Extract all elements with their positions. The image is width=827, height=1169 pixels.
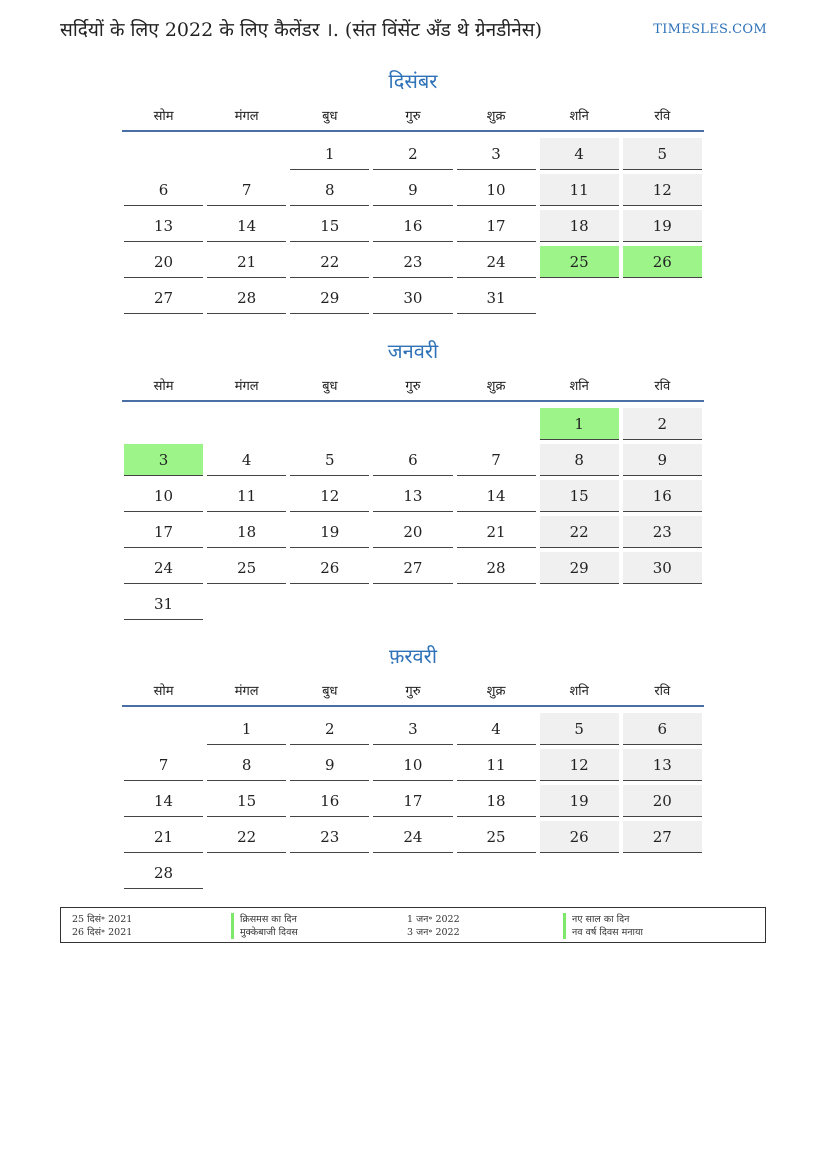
empty-day-cell — [538, 855, 621, 891]
day-number — [540, 857, 619, 889]
day-cell[interactable] — [122, 747, 205, 783]
day-cell[interactable] — [122, 172, 205, 208]
weekday-label: सोम — [153, 109, 174, 124]
empty-day-cell — [205, 586, 288, 622]
day-cell[interactable] — [621, 747, 704, 783]
month-grid — [122, 132, 704, 316]
empty-day-cell — [455, 586, 538, 622]
legend-holiday-name: नव वर्ष दिवस मनाया — [563, 926, 643, 939]
day-cell[interactable] — [288, 550, 371, 586]
day-number: 19 — [623, 210, 702, 242]
day-number: 3 — [124, 444, 203, 476]
day-cell[interactable] — [371, 208, 454, 244]
empty-day-cell — [371, 855, 454, 891]
weekday-label: शुक्र — [486, 684, 506, 699]
day-number — [373, 408, 452, 440]
day-cell[interactable] — [371, 136, 454, 172]
day-number — [457, 857, 536, 889]
week-row — [122, 711, 704, 747]
day-number: 18 — [540, 210, 619, 242]
day-number: 15 — [540, 480, 619, 512]
day-cell[interactable] — [205, 747, 288, 783]
day-cell[interactable] — [538, 172, 621, 208]
day-cell[interactable] — [122, 514, 205, 550]
day-number: 8 — [540, 444, 619, 476]
day-number: 1 — [207, 713, 286, 745]
day-cell[interactable] — [621, 819, 704, 855]
weekday-label: शुक्र — [486, 109, 506, 124]
day-number: 8 — [207, 749, 286, 781]
day-number: 31 — [457, 282, 536, 314]
day-number: 20 — [373, 516, 452, 548]
day-cell[interactable] — [122, 208, 205, 244]
weekday-label: बुध — [322, 109, 338, 124]
day-number: 13 — [373, 480, 452, 512]
day-cell[interactable] — [122, 819, 205, 855]
legend-holiday-name: क्रिसमस का दिन — [231, 913, 297, 926]
day-cell[interactable] — [538, 783, 621, 819]
day-number: 31 — [124, 588, 203, 620]
day-cell[interactable] — [455, 819, 538, 855]
day-number: 30 — [623, 552, 702, 584]
weekday-label: सोम — [153, 379, 174, 394]
day-number: 1 — [290, 138, 369, 170]
day-cell[interactable] — [371, 244, 454, 280]
legend-holiday-name: मुक्केबाजी दिवस — [231, 926, 298, 939]
week-row — [122, 550, 704, 586]
day-number: 30 — [373, 282, 452, 314]
day-cell[interactable] — [205, 819, 288, 855]
day-number: 27 — [373, 552, 452, 584]
week-row — [122, 208, 704, 244]
empty-day-cell — [122, 711, 205, 747]
day-number: 19 — [540, 785, 619, 817]
day-number: 16 — [623, 480, 702, 512]
day-cell[interactable] — [371, 747, 454, 783]
week-row — [122, 747, 704, 783]
empty-day-cell — [621, 280, 704, 316]
day-cell[interactable] — [621, 711, 704, 747]
weekday-label: बुध — [322, 684, 338, 699]
day-number: 28 — [207, 282, 286, 314]
day-number: 7 — [124, 749, 203, 781]
day-number — [124, 408, 203, 440]
day-cell[interactable] — [122, 855, 205, 891]
day-number: 9 — [290, 749, 369, 781]
weekday-label: गुरु — [405, 109, 421, 124]
day-cell[interactable] — [371, 442, 454, 478]
day-number — [290, 588, 369, 620]
day-number: 17 — [124, 516, 203, 548]
day-cell[interactable] — [621, 442, 704, 478]
day-number: 21 — [457, 516, 536, 548]
day-cell[interactable] — [122, 586, 205, 622]
day-cell[interactable] — [288, 244, 371, 280]
day-cell[interactable] — [538, 478, 621, 514]
day-number: 15 — [207, 785, 286, 817]
day-number: 9 — [623, 444, 702, 476]
empty-day-cell — [371, 586, 454, 622]
day-number: 19 — [290, 516, 369, 548]
day-cell[interactable] — [288, 442, 371, 478]
empty-day-cell — [288, 855, 371, 891]
day-cell[interactable] — [455, 514, 538, 550]
day-number: 22 — [540, 516, 619, 548]
day-cell[interactable] — [455, 550, 538, 586]
day-number: 12 — [623, 174, 702, 206]
week-row — [122, 406, 704, 442]
day-number: 6 — [124, 174, 203, 206]
day-cell[interactable] — [538, 208, 621, 244]
day-number: 16 — [290, 785, 369, 817]
day-number — [207, 857, 286, 889]
day-number: 28 — [124, 857, 203, 889]
day-cell[interactable] — [205, 172, 288, 208]
day-cell[interactable] — [122, 280, 205, 316]
day-cell[interactable] — [371, 280, 454, 316]
weekday-label: गुरु — [405, 684, 421, 699]
holiday-day-cell[interactable] — [122, 442, 205, 478]
day-cell[interactable] — [288, 280, 371, 316]
day-number: 1 — [540, 408, 619, 440]
day-cell[interactable] — [371, 514, 454, 550]
day-number: 5 — [623, 138, 702, 170]
day-cell[interactable] — [455, 783, 538, 819]
empty-day-cell — [538, 280, 621, 316]
month-calendar — [122, 336, 704, 622]
day-number: 13 — [124, 210, 203, 242]
day-number — [623, 282, 702, 314]
day-cell[interactable] — [621, 172, 704, 208]
day-number: 10 — [457, 174, 536, 206]
day-cell[interactable] — [288, 514, 371, 550]
day-cell[interactable] — [538, 747, 621, 783]
day-cell[interactable] — [538, 550, 621, 586]
day-cell[interactable] — [288, 747, 371, 783]
day-number — [207, 138, 286, 170]
weekday-label: मंगल — [234, 109, 259, 124]
day-cell[interactable] — [288, 208, 371, 244]
day-cell[interactable] — [205, 711, 288, 747]
day-cell[interactable] — [455, 711, 538, 747]
page-title: सर्दियों के लिए 2022 के लिए कैलेंडर ।. (संत विंसेंट अँड थे ग्रेनडीनेस) — [60, 19, 543, 41]
empty-day-cell — [122, 406, 205, 442]
day-number: 17 — [373, 785, 452, 817]
brand-logo-text[interactable]: TIMESLES.COM — [653, 22, 767, 37]
day-cell[interactable] — [205, 244, 288, 280]
day-number: 2 — [373, 138, 452, 170]
day-number: 12 — [540, 749, 619, 781]
day-cell[interactable] — [455, 208, 538, 244]
month-title: जनवरी — [387, 339, 439, 363]
weekday-header — [122, 96, 704, 132]
day-number: 4 — [540, 138, 619, 170]
day-number: 27 — [124, 282, 203, 314]
day-cell[interactable] — [538, 711, 621, 747]
week-row — [122, 586, 704, 622]
day-number: 7 — [457, 444, 536, 476]
day-number — [124, 138, 203, 170]
legend-row — [61, 926, 765, 939]
day-number: 27 — [623, 821, 702, 853]
weekday-label: रवि — [654, 379, 671, 394]
day-cell[interactable] — [371, 550, 454, 586]
weekday-label: शनि — [569, 379, 589, 394]
day-number — [457, 588, 536, 620]
day-number: 26 — [540, 821, 619, 853]
weekday-label: बुध — [322, 379, 338, 394]
day-cell[interactable] — [371, 478, 454, 514]
week-row — [122, 136, 704, 172]
week-row — [122, 478, 704, 514]
day-cell[interactable] — [621, 783, 704, 819]
day-number — [124, 713, 203, 745]
day-number: 26 — [290, 552, 369, 584]
weekday-label: शुक्र — [486, 379, 506, 394]
legend-date: 25 दिसं॰ 2021 — [72, 914, 133, 925]
day-number — [290, 857, 369, 889]
weekday-label: शनि — [569, 684, 589, 699]
day-cell[interactable] — [621, 208, 704, 244]
empty-day-cell — [122, 136, 205, 172]
day-number — [540, 282, 619, 314]
day-cell[interactable] — [288, 819, 371, 855]
week-row — [122, 280, 704, 316]
month-title: फ़रवरी — [388, 644, 438, 668]
day-cell[interactable] — [371, 172, 454, 208]
day-number: 7 — [207, 174, 286, 206]
week-row — [122, 819, 704, 855]
day-number: 6 — [623, 713, 702, 745]
empty-day-cell — [205, 406, 288, 442]
weekday-label: रवि — [654, 109, 671, 124]
weekday-label: गुरु — [405, 379, 421, 394]
day-cell[interactable] — [205, 442, 288, 478]
week-row — [122, 514, 704, 550]
holiday-day-cell[interactable] — [621, 244, 704, 280]
day-cell[interactable] — [288, 478, 371, 514]
day-number: 21 — [124, 821, 203, 853]
day-number: 12 — [290, 480, 369, 512]
day-number: 3 — [457, 138, 536, 170]
day-cell[interactable] — [538, 819, 621, 855]
day-number: 4 — [207, 444, 286, 476]
day-number: 20 — [623, 785, 702, 817]
day-cell[interactable] — [371, 819, 454, 855]
week-row — [122, 442, 704, 478]
legend-date: 26 दिसं॰ 2021 — [72, 927, 133, 938]
day-cell[interactable] — [122, 478, 205, 514]
weekday-label: सोम — [153, 684, 174, 699]
day-cell[interactable] — [538, 442, 621, 478]
legend-row — [61, 913, 765, 926]
day-cell[interactable] — [122, 783, 205, 819]
day-number: 2 — [623, 408, 702, 440]
day-number — [623, 588, 702, 620]
day-number: 11 — [207, 480, 286, 512]
legend-date: 3 जन॰ 2022 — [407, 927, 460, 938]
day-number: 26 — [623, 246, 702, 278]
day-number: 13 — [623, 749, 702, 781]
day-number: 18 — [457, 785, 536, 817]
day-number — [207, 408, 286, 440]
day-cell[interactable] — [122, 550, 205, 586]
day-number: 14 — [124, 785, 203, 817]
day-cell[interactable] — [371, 783, 454, 819]
empty-day-cell — [288, 586, 371, 622]
day-cell[interactable] — [288, 136, 371, 172]
day-number: 3 — [373, 713, 452, 745]
day-cell[interactable] — [538, 514, 621, 550]
day-number: 18 — [207, 516, 286, 548]
day-number: 14 — [457, 480, 536, 512]
day-number: 29 — [290, 282, 369, 314]
weekday-label: शनि — [569, 109, 589, 124]
day-cell[interactable] — [621, 406, 704, 442]
weekday-label: रवि — [654, 684, 671, 699]
day-number: 8 — [290, 174, 369, 206]
weekday-header — [122, 366, 704, 402]
legend-holiday-name: नए साल का दिन — [563, 913, 629, 926]
day-number — [457, 408, 536, 440]
day-number: 22 — [207, 821, 286, 853]
month-calendar — [122, 66, 704, 316]
day-cell[interactable] — [621, 136, 704, 172]
day-number: 25 — [540, 246, 619, 278]
day-number: 25 — [207, 552, 286, 584]
day-cell[interactable] — [205, 208, 288, 244]
day-cell[interactable] — [205, 514, 288, 550]
day-number: 21 — [207, 246, 286, 278]
month-grid — [122, 707, 704, 891]
month-calendar — [122, 641, 704, 891]
empty-day-cell — [288, 406, 371, 442]
day-cell[interactable] — [205, 783, 288, 819]
empty-day-cell — [455, 855, 538, 891]
day-number: 4 — [457, 713, 536, 745]
empty-day-cell — [538, 586, 621, 622]
day-number: 20 — [124, 246, 203, 278]
day-cell[interactable] — [371, 711, 454, 747]
day-number: 24 — [124, 552, 203, 584]
day-cell[interactable] — [205, 478, 288, 514]
day-number: 5 — [540, 713, 619, 745]
empty-day-cell — [621, 586, 704, 622]
day-cell[interactable] — [455, 136, 538, 172]
day-number: 23 — [623, 516, 702, 548]
day-cell[interactable] — [205, 280, 288, 316]
day-cell[interactable] — [455, 478, 538, 514]
day-cell[interactable] — [455, 280, 538, 316]
week-row — [122, 244, 704, 280]
day-cell[interactable] — [538, 136, 621, 172]
day-number: 23 — [290, 821, 369, 853]
day-number: 28 — [457, 552, 536, 584]
empty-day-cell — [205, 136, 288, 172]
day-cell[interactable] — [455, 442, 538, 478]
day-number: 10 — [124, 480, 203, 512]
week-row — [122, 783, 704, 819]
day-number — [373, 857, 452, 889]
day-number — [290, 408, 369, 440]
day-number: 22 — [290, 246, 369, 278]
day-number — [540, 588, 619, 620]
day-number: 10 — [373, 749, 452, 781]
day-number: 15 — [290, 210, 369, 242]
weekday-label: मंगल — [234, 379, 259, 394]
day-number: 9 — [373, 174, 452, 206]
month-title: दिसंबर — [388, 69, 438, 93]
day-cell[interactable] — [455, 747, 538, 783]
day-cell[interactable] — [455, 172, 538, 208]
day-cell[interactable] — [621, 478, 704, 514]
holiday-legend — [60, 907, 766, 943]
week-row — [122, 855, 704, 891]
day-number: 11 — [457, 749, 536, 781]
weekday-label: मंगल — [234, 684, 259, 699]
empty-day-cell — [371, 406, 454, 442]
day-number: 25 — [457, 821, 536, 853]
holiday-day-cell[interactable] — [538, 406, 621, 442]
day-cell[interactable] — [122, 244, 205, 280]
empty-day-cell — [621, 855, 704, 891]
day-cell[interactable] — [288, 711, 371, 747]
day-number — [373, 588, 452, 620]
day-cell[interactable] — [288, 783, 371, 819]
day-number: 5 — [290, 444, 369, 476]
legend-date: 1 जन॰ 2022 — [407, 914, 460, 925]
empty-day-cell — [205, 855, 288, 891]
day-number: 11 — [540, 174, 619, 206]
holiday-day-cell[interactable] — [538, 244, 621, 280]
day-number: 2 — [290, 713, 369, 745]
day-number: 17 — [457, 210, 536, 242]
day-number: 24 — [457, 246, 536, 278]
day-number: 6 — [373, 444, 452, 476]
week-row — [122, 172, 704, 208]
day-number: 14 — [207, 210, 286, 242]
empty-day-cell — [455, 406, 538, 442]
day-number: 23 — [373, 246, 452, 278]
weekday-header — [122, 671, 704, 707]
day-number: 29 — [540, 552, 619, 584]
day-number — [207, 588, 286, 620]
day-cell[interactable] — [455, 244, 538, 280]
day-cell[interactable] — [621, 550, 704, 586]
day-number: 24 — [373, 821, 452, 853]
day-cell[interactable] — [205, 550, 288, 586]
day-cell[interactable] — [621, 514, 704, 550]
day-number: 16 — [373, 210, 452, 242]
month-grid — [122, 402, 704, 622]
day-cell[interactable] — [288, 172, 371, 208]
day-number — [623, 857, 702, 889]
